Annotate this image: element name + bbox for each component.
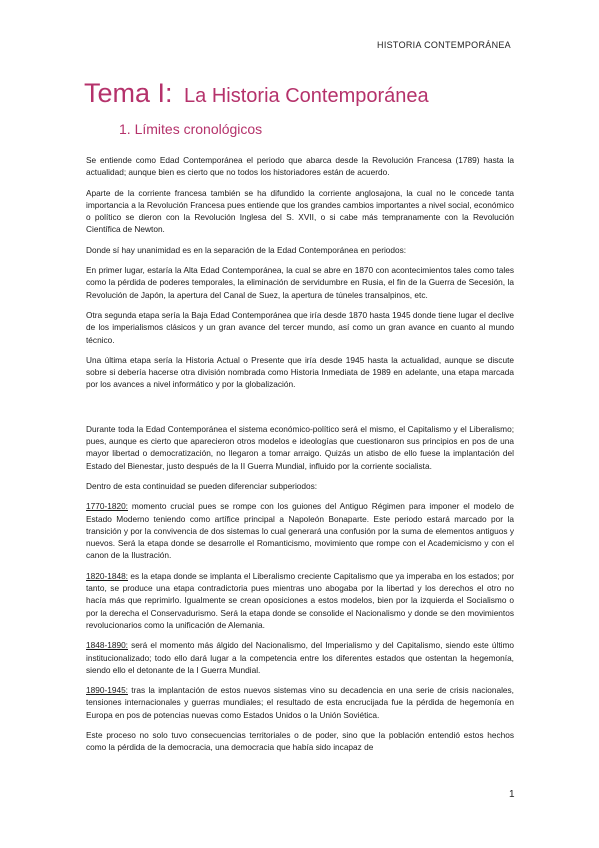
subperiod-text: es la etapa donde se implanta el Liberalismo creciente Capitalismo que ya imperaba en los estados; por tanto, se produce una etapa contradictoria pues mientras uno abogaba por la libertad y los derechos el otro no hacía más que reprimirlo. Igualmente se crean oposiciones a estos modelos, bien por la izquierda el Socialismo o por la derecha el Conservadurismo. Será la etapa donde se consolide el Nacionalismo y donde se den movimientos revolucionarios como la unificación de Alemania. bbox=[86, 570, 514, 630]
paragraph: Se entiende como Edad Contemporánea el periodo que abarca desde la Revolución Francesa (1789) hasta la actualidad; aunque bien es cierto que no todos los historiadores están de acuerdo. bbox=[86, 155, 514, 178]
paragraph: Aparte de la corriente francesa también se ha difundido la corriente anglosajona, la cual no le concede tanta importancia a la Revolución Francesa pues entiende que los grandes cambios importantes a nivel social, económico o político se dieron con la Revolución Inglesa del S. XVII, o si cabe más tempranamente con la Revolución Científica de Newton. bbox=[86, 187, 514, 235]
subperiod-item bbox=[86, 639, 514, 676]
subperiod-item bbox=[86, 570, 514, 631]
paragraph: Dentro de esta continuidad se pueden diferenciar subperiodos: bbox=[86, 480, 318, 491]
subperiod-item bbox=[86, 500, 514, 561]
subperiod-date: 1890-1945: bbox=[86, 685, 128, 696]
subperiod-date: 1848-1890: bbox=[86, 640, 128, 651]
subperiod-text: tras la implantación de estos nuevos sistemas vino su decadencia en una serie de crisis nacionales, tensiones internacionales y guerras mundiales; el resultado de esta encrucijada fue la pérdida de hegemonía en Europa en pos de potencias nuevas como Estados Unidos o la Unión Soviética. bbox=[86, 685, 514, 720]
paragraph: Donde sí hay unanimidad es en la separación de la Edad Contemporánea en periodos: bbox=[86, 244, 407, 255]
page-title bbox=[84, 78, 429, 109]
subperiod-text: momento crucial pues se rompe con los guiones del Antiguo Régimen para imponer el modelo de Estado Moderno teniendo como artífice principal a Napoleón Bonaparte. Este periodo estará marcado por la transición y por la convivencia de dos sistemas lo cual generará una confusión por la suma de elementos antiguos y nuevos. Será la etapa donde se desarrolle el Romanticismo, movimiento que rompe con el Academicismo y con el canon de la Ilustración. bbox=[86, 501, 514, 561]
body-text bbox=[86, 154, 514, 762]
title-tema: Tema I: bbox=[84, 78, 173, 108]
title-name: La Historia Contemporánea bbox=[184, 85, 429, 107]
subperiod-date: 1820-1848: bbox=[86, 570, 128, 581]
closing-paragraph: Este proceso no solo tuvo consecuencias territoriales o de poder, sino que la población entendió estos hechos como la pérdida de la democracia, una democracia que había sido incapaz de bbox=[86, 729, 514, 753]
running-header: HISTORIA CONTEMPORÁNEA bbox=[377, 40, 511, 50]
subperiod-item bbox=[86, 684, 514, 721]
subperiod-text: será el momento más álgido del Nacionalismo, del Imperialismo y del Capitalismo, siendo este último institucionalizado; todo ello dará lugar a la competencia entre los diferentes estados que ostentan la hegemonía, siendo ello el detonante de la I Guerra Mundial. bbox=[86, 640, 514, 675]
paragraph: Otra segunda etapa sería la Baja Edad Contemporánea que iría desde 1870 hasta 1945 donde tiene lugar el declive de los imperialismos clásicos y un gran avance del tercer mundo, así como un gran avance en cuanto al mundo técnico. bbox=[86, 309, 514, 345]
paragraph: En primer lugar, estaría la Alta Edad Contemporánea, la cual se abre en 1870 con acontecimientos tales como tales como la pérdida de poderes temporales, la eliminación de servidumbre en Rusia, el fin de la Guerra de Secesión, la Revolución de Japón, la apertura del Canal de Suez, la apertura de túneles transalpinos, etc. bbox=[86, 265, 514, 300]
paragraph: Durante toda la Edad Contemporánea el sistema económico-político será el mismo, el Capitalismo y el Liberalismo; pues, aunque es cierto que aparecieron otros modelos e ideologías que cuestionaron sus principios en pos de una mayor libertad o democratización, no llegaron a tomar arraigo. Quizás un atisbo de ello fuese la implantación del Estado del Bienestar, justo después de la II Guerra Mundial, influido por la corriente socialista. bbox=[86, 423, 514, 471]
paragraph: Una última etapa sería la Historia Actual o Presente que iría desde 1945 hasta la actualidad, aunque se discute sobre si debería hacerse otra división nombrada como Historia Inmediata de 1989 en adelante, una etapa marcada por los avances a nivel informático y por la globalización. bbox=[86, 354, 514, 390]
subperiod-date: 1770-1820: bbox=[86, 501, 128, 512]
section-heading: 1. Límites cronológicos bbox=[119, 121, 263, 137]
page-number: 1 bbox=[509, 789, 515, 800]
